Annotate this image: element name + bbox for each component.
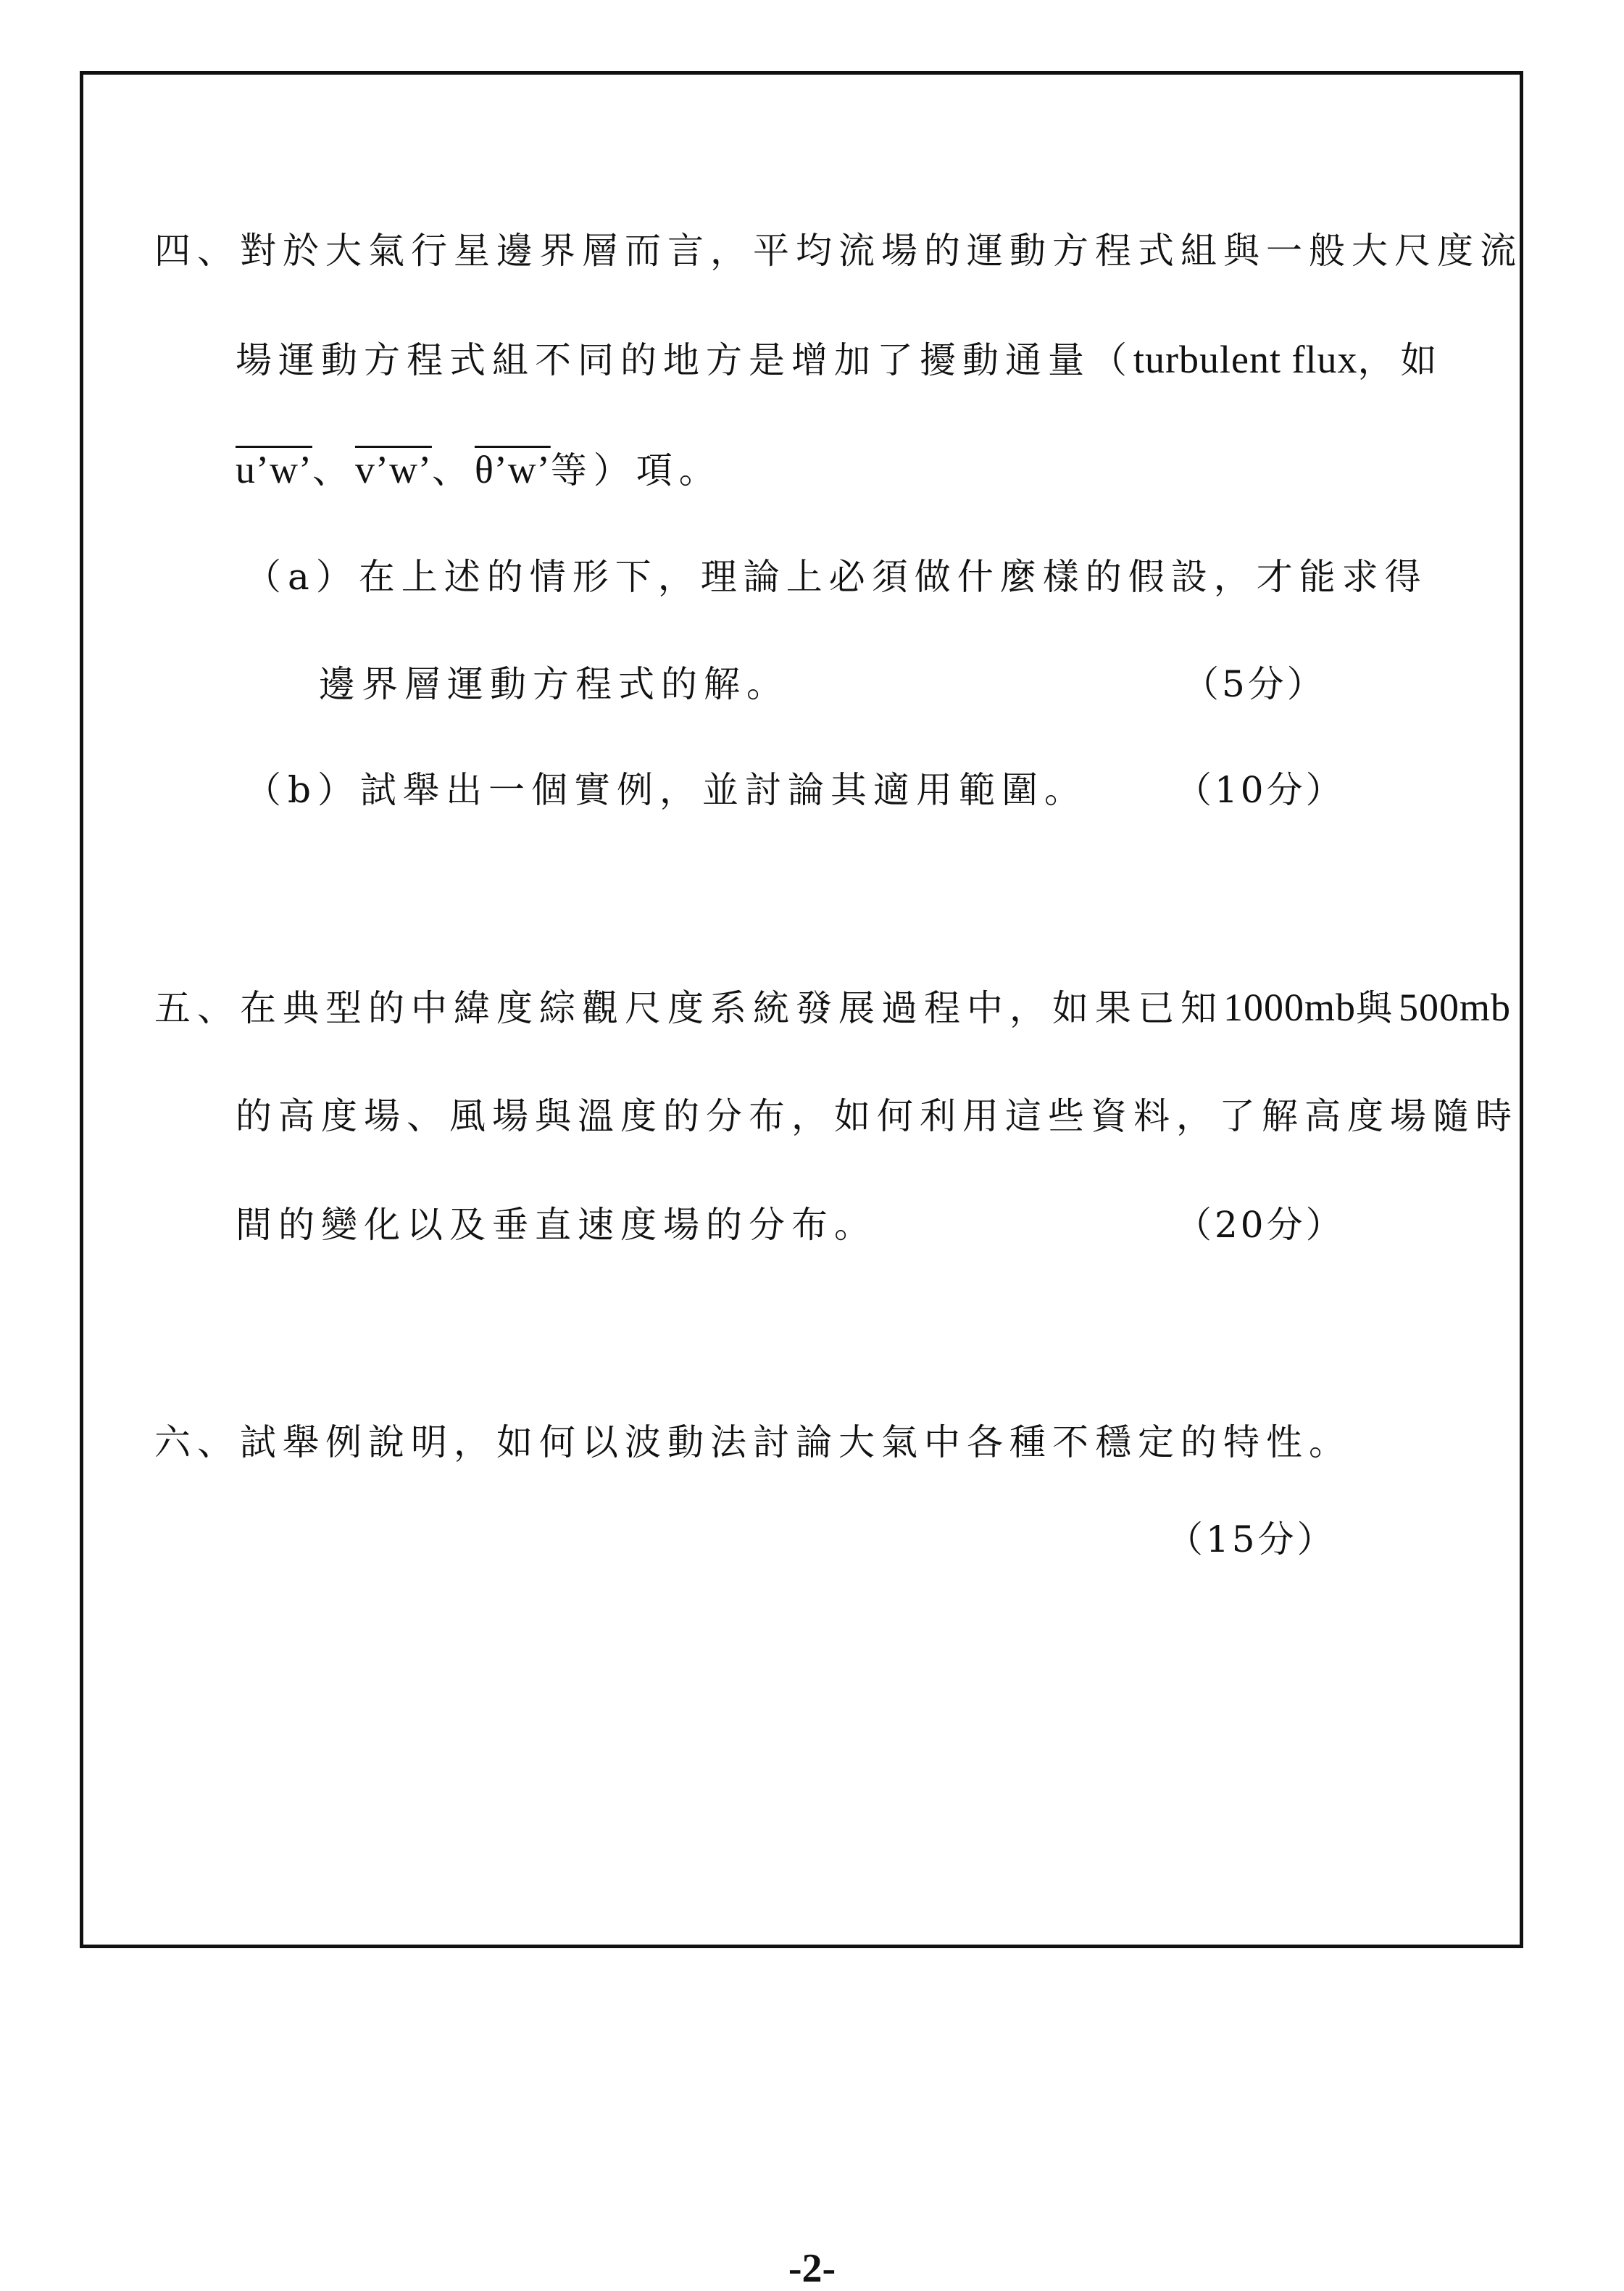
q4-line-3-suffix: 等）項。 [550, 449, 722, 491]
page-number: -2- [788, 2246, 836, 2291]
q4-turbulent-flux-term: turbulent flux [1133, 338, 1358, 381]
q5-line-2: 的高度場、風場與溫度的分布，如何利用這些資料，了解高度場隨時 [236, 1095, 1518, 1137]
q4a-line-2: 邊界層運動方程式的解。 [319, 663, 789, 705]
q4a-line-1: （a）在上述的情形下，理論上必須做什麼樣的假設，才能求得 [245, 556, 1428, 598]
q4-line-2 [236, 336, 1443, 383]
flux-term-vw: v’w’ [354, 448, 432, 491]
q5-line-3: 間的變化以及垂直速度場的分布。 [236, 1204, 877, 1246]
flux-term-uw: u’w’ [236, 448, 312, 491]
q5-pressure-500mb: 500mb [1399, 986, 1512, 1029]
q5-score: （20分） [1175, 1204, 1345, 1246]
q4a-score: （5分） [1183, 663, 1326, 705]
q5-pressure-1000mb: 1000mb [1223, 986, 1357, 1029]
flux-term-thetaw: θ’w’ [474, 448, 551, 491]
flux-separator: 、 [312, 449, 355, 491]
q6-line-1: 六、試舉例說明，如何以波動法討論大氣中各種不穩定的特性。 [154, 1421, 1352, 1463]
q5-line-1 [154, 984, 1511, 1031]
q6-score: （15分） [1167, 1518, 1336, 1560]
q4b-line-1: （b）試舉出一個實例，並討論其適用範圍。 [245, 769, 1088, 811]
flux-separator: 、 [431, 449, 475, 491]
q4-line-2-prefix: 場運動方程式組不同的地方是增加了擾動通量（ [236, 339, 1133, 381]
q4-line-2-suffix: ，如 [1357, 339, 1444, 381]
q5-line-1-mid: 與 [1356, 987, 1399, 1029]
q4-line-1: 四、對於大氣行星邊界層而言，平均流場的運動方程式組與一般大尺度流 [154, 230, 1523, 272]
q4-line-3 [236, 446, 722, 494]
q5-line-1-prefix: 五、在典型的中緯度綜觀尺度系統發展過程中，如果已知 [154, 987, 1223, 1029]
q4b-score: （10分） [1175, 769, 1345, 811]
